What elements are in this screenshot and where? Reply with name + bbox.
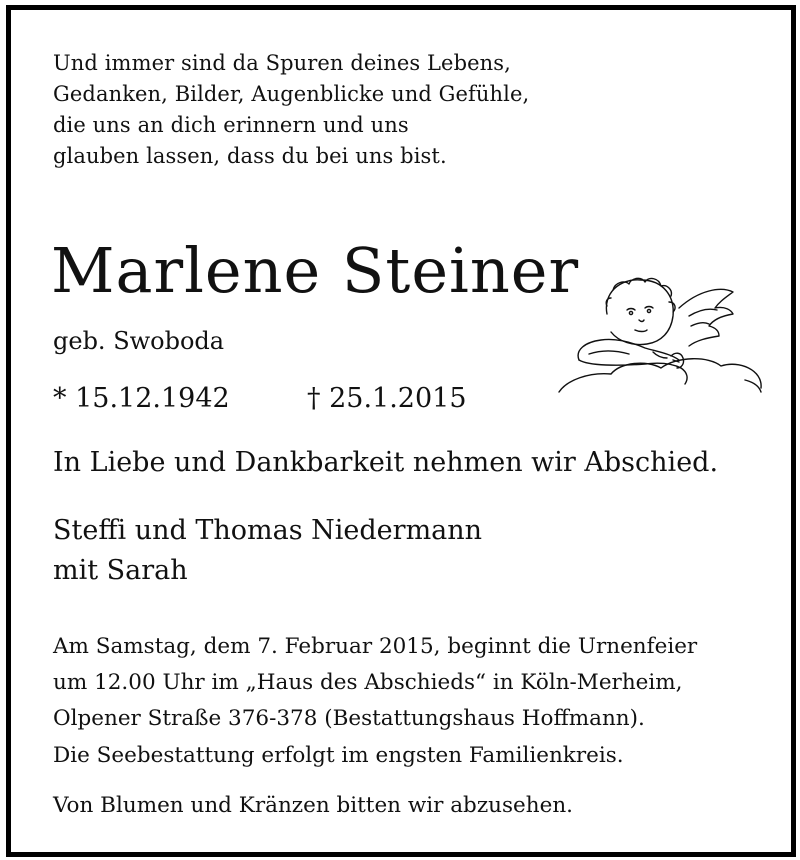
deceased-name: Marlene Steiner (51, 234, 580, 307)
farewell-line: In Liebe und Dankbarkeit nehmen wir Abschied. (53, 447, 719, 478)
cherub-angel-icon (549, 268, 769, 400)
ceremony-line: Olpener Straße 376-378 (Bestattungshaus Hoffmann). (53, 706, 645, 731)
poem-line: die uns an dich erinnern und uns (53, 113, 409, 137)
flowers-note: Von Blumen und Kränzen bitten wir abzusehen. (53, 793, 573, 818)
ceremony-line: um 12.00 Uhr im „Haus des Abschieds“ in Köln-Merheim, (53, 670, 683, 695)
memorial-poem (53, 48, 529, 172)
mourner-line: mit Sarah (53, 555, 188, 586)
burial-note: Die Seebestattung erfolgt im engsten Familienkreis. (53, 743, 624, 768)
poem-line: Und immer sind da Spuren deines Lebens, (53, 51, 511, 75)
mourner-line: Steffi und Thomas Niedermann (53, 515, 483, 546)
maiden-name: geb. Swoboda (53, 327, 225, 355)
birth-date: * 15.12.1942 (53, 383, 230, 414)
death-date: † 25.1.2015 (307, 383, 467, 414)
mourners (53, 511, 482, 591)
obituary-notice (6, 5, 796, 857)
poem-line: glauben lassen, dass du bei uns bist. (53, 144, 447, 168)
ceremony-line: Am Samstag, dem 7. Februar 2015, beginnt die Urnenfeier (53, 634, 698, 659)
life-dates (53, 382, 467, 416)
poem-line: Gedanken, Bilder, Augenblicke und Gefühle, (53, 82, 530, 106)
ceremony-details (53, 629, 697, 737)
